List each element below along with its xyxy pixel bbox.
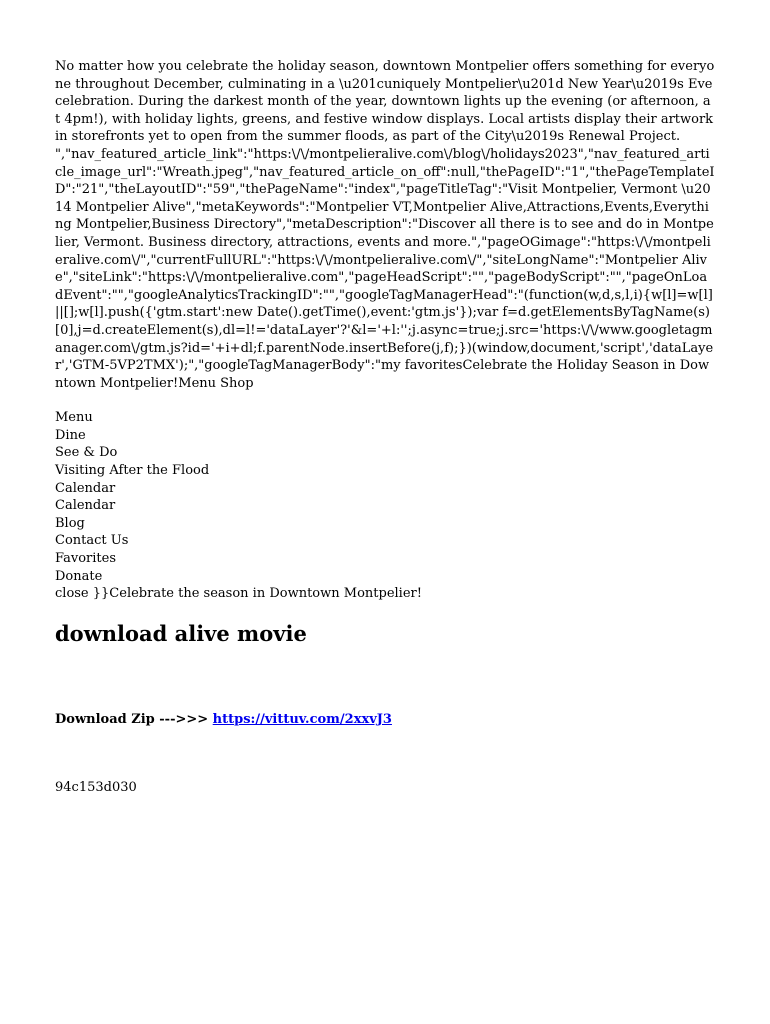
raw-text-block [55, 58, 715, 392]
intro-paragraph: No matter how you celebrate the holiday season, downtown Montpelier offers something for everyone throughout December, culminating in a \u201cuniquely Montpelier\u201d New Year\u2019s Eve celebration. During the darkest month of the year, downtown lights up the evening (or afternoon, at 4pm!), with holiday lights, greens, and festive window displays. Local artists display their artwork in storefronts yet to open from the summer floods, as part of the City\u2019s Renewal Project. [55, 59, 715, 145]
menu-item-see-and-do[interactable]: See & Do [55, 445, 118, 461]
page-title: download alive movie [55, 620, 307, 646]
raw-json-dump: ","nav_featured_article_link":"https:\/\/montpelieralive.com\/blog\/holidays2023","nav_featured_article_image_url":"Wreath.jpeg","nav_featured_article_on_off":null,"thePageID":"1","thePageTemplateID":"21","theLayoutID":"59","thePageName":"index","pageTitleTag":"Visit Montpelier, Vermont \u2014 Montpelier Alive","metaKeywords":"Montpelier VT,Montpelier Alive,Attractions,Events,Everything Montpelier,Business Directory","metaDescription":"Discover all there is to see and do in Montpelier, Vermont. Business directory, attractions, events and more.","pageOGimage":"https:\/\/montpelieralive.com\/","currentFullURL":"https:\/\/montpelieralive.com\/","siteLongName":"Montpelier Alive","siteLink":"https:\/\/montpelieralive.com","pageHeadScript":"","pageBodyScript":"","pageOnLoadEvent":"","googleAnalyticsTrackingID":"","googleTagManagerHead":"(function(w,d,s,l,i){w[l]=w[l]||[];w[l].push({'gtm.start':new Date().getTime(),event:'gtm.js'});var f=d.getElementsByTagName(s)[0],j=d.createElement(s),dl=l!='dataLayer'?'&l='+l:'';j.async=true;j.src='https:\/\/www.googletagmanager.com\/gtm.js?id='+i+dl;f.parentNode.insertBefore(j,f);})(window,document,'script','dataLayer','GTM-5VP2TMX');","googleTagManagerBody":"my favoritesCelebrate the Holiday Season in Downtown Montpelier!Menu Shop [55, 146, 715, 391]
menu-item-menu[interactable]: Menu [55, 410, 93, 426]
menu-list [55, 409, 715, 603]
download-line [55, 711, 715, 729]
hash-text: 94c153d030 [55, 780, 137, 796]
menu-item-favorites[interactable]: Favorites [55, 551, 117, 567]
download-label: Download Zip --->>> [55, 711, 213, 727]
menu-item-calendar-2[interactable]: Calendar [55, 498, 116, 514]
menu-item-blog[interactable]: Blog [55, 515, 85, 531]
menu-item-visiting-after-flood[interactable]: Visiting After the Flood [55, 463, 210, 479]
menu-item-dine[interactable]: Dine [55, 427, 86, 443]
download-link[interactable]: https://vittuv.com/2xxvJ3 [212, 711, 392, 727]
menu-item-donate[interactable]: Donate [55, 568, 103, 584]
menu-item-close-celebrate[interactable]: close }}Celebrate the season in Downtown Montpelier! [55, 586, 422, 602]
menu-item-contact-us[interactable]: Contact Us [55, 533, 129, 549]
menu-item-calendar[interactable]: Calendar [55, 480, 116, 496]
